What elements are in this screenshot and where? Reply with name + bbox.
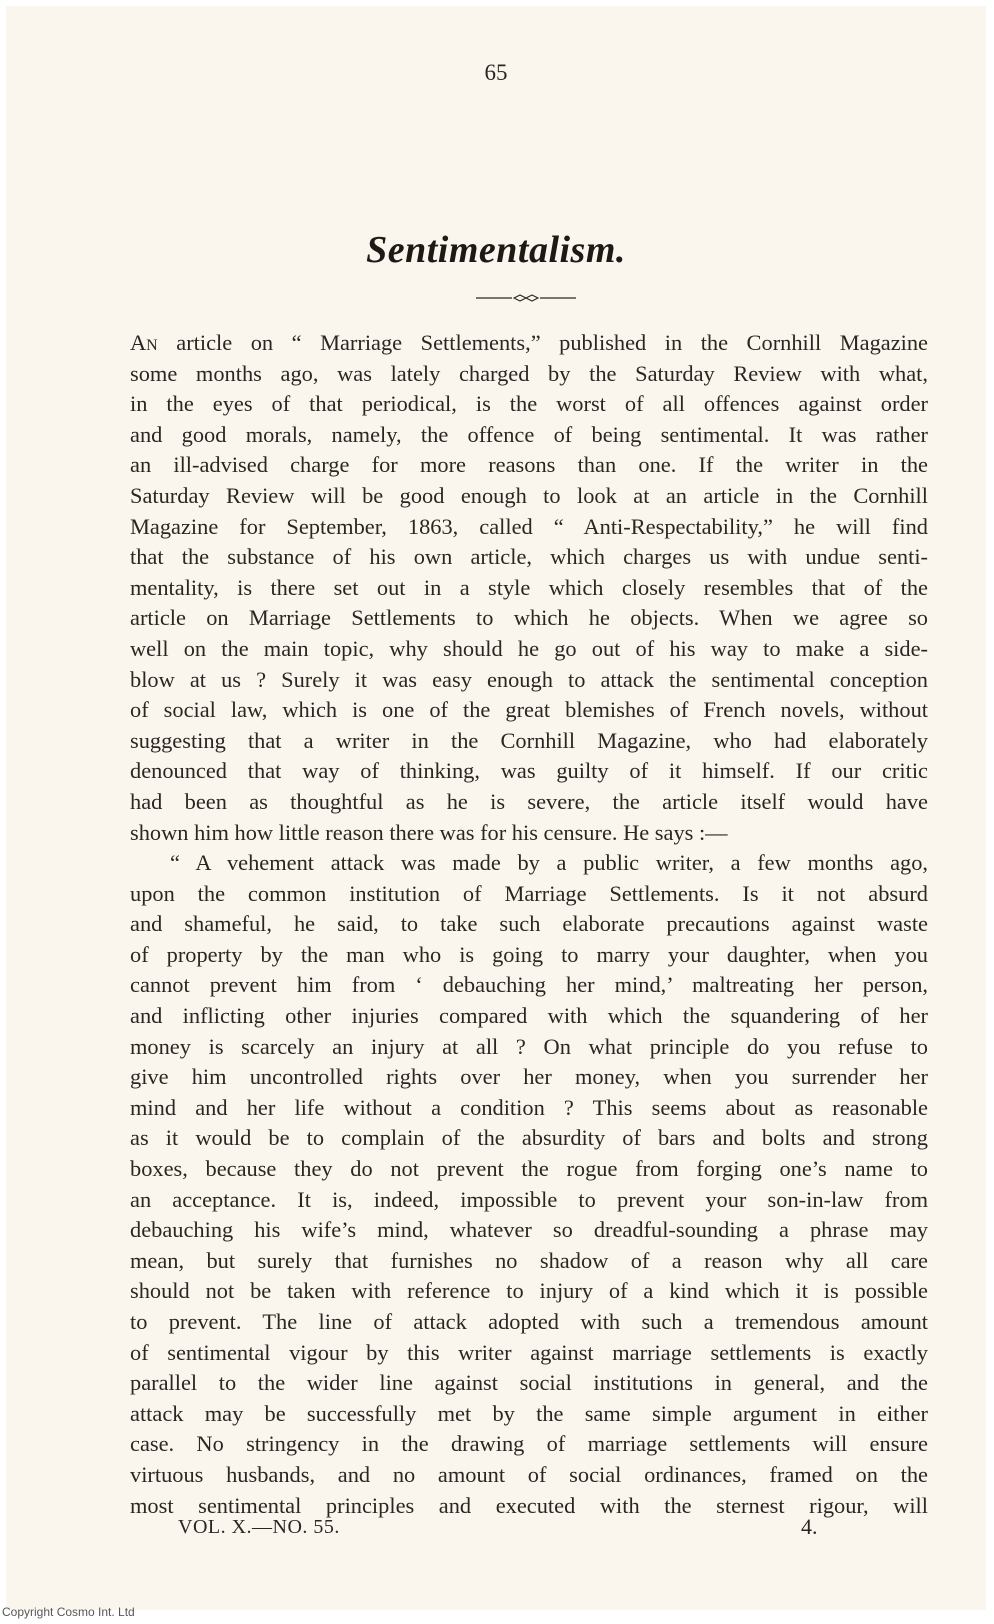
text-line: attack may be successfully met by the same simple argument in either [130, 1400, 928, 1426]
signature-mark: 4. [801, 1514, 818, 1539]
copyright-watermark: Copyright Cosmo Int. Ltd [2, 1605, 135, 1619]
text-line: Saturday Review will be good enough to look at an article in the Cornhill [130, 482, 928, 508]
text-line: shown him how little reason there was for his censure. He says :— [130, 819, 728, 845]
text-line: should not be taken with reference to injury of a kind which it is possible [130, 1278, 928, 1304]
text-line: an acceptance. It is, indeed, impossible to prevent your son-in-law from [130, 1186, 928, 1212]
text-line: as it would be to complain of the absurdity of bars and bolts and strong [130, 1125, 928, 1151]
text-line: of social law, which is one of the great blemishes of French novels, without [130, 697, 928, 723]
text-line: of sentimental vigour by this writer against marriage settlements is exactly [130, 1339, 928, 1365]
text-line: some months ago, was lately charged by the Saturday Review with what, [130, 360, 928, 386]
text-line: in the eyes of that periodical, is the worst of all offences against order [130, 391, 928, 417]
text-line: had been as thoughtful as he is severe, the article itself would have [130, 788, 928, 814]
article-body [130, 328, 928, 1521]
text-line: Magazine for September, 1863, called “ Anti-Respectability,” he will find [130, 513, 928, 539]
text-line: cannot prevent him from ‘ debauching her mind,’ maltreating her person, [130, 972, 928, 998]
text-line: to prevent. The line of attack adopted with such a tremendous amount [130, 1309, 928, 1334]
volume-footer: VOL. X.—NO. 55. [178, 1516, 340, 1538]
title-ornament [476, 292, 576, 304]
text-line: and good morals, namely, the offence of being sentimental. It was rather [130, 421, 928, 447]
text-line: give him uncontrolled rights over her money, when you surrender her [130, 1064, 928, 1090]
text-line: that the substance of his own article, which charges us with undue senti- [130, 544, 928, 570]
text-line: denounced that way of thinking, was guilty of it himself. If our critic [130, 758, 928, 784]
text-line: virtuous husbands, and no amount of social ordinances, framed on the [130, 1461, 928, 1487]
text-line: money is scarcely an injury at all ? On what principle do you refuse to [130, 1033, 928, 1059]
text-line: and inflicting other injuries compared with which the squandering of her [130, 1003, 928, 1029]
text-line: debauching his wife’s mind, whatever so dreadful-sounding a phrase may [130, 1217, 928, 1243]
text-line: of property by the man who is going to marry your daughter, when you [130, 941, 928, 967]
text-line: and shameful, he said, to take such elaborate precautions against waste [130, 911, 928, 937]
text-line: boxes, because they do not prevent the rogue from forging one’s name to [130, 1156, 928, 1182]
text-line: upon the common institution of Marriage Settlements. Is it not absurd [130, 880, 928, 906]
text-line: “ A vehement attack was made by a public writer, a few months ago, [170, 850, 928, 876]
text-line: well on the main topic, why should he go out of his way to make a side- [130, 635, 928, 661]
text-line: blow at us ? Surely it was easy enough to attack the sentimental conception [130, 666, 928, 692]
text-line: parallel to the wider line against social institutions in general, and the [130, 1370, 928, 1396]
text-line: an ill-advised charge for more reasons than one. If the writer in the [130, 452, 928, 478]
text-line: article on Marriage Settlements to which he objects. When we agree so [130, 605, 928, 631]
first-word: An [130, 330, 158, 355]
text-line: mentality, is there set out in a style which closely resembles that of the [130, 574, 928, 600]
article-title: Sentimentalism. [366, 229, 626, 271]
book-page [6, 6, 986, 1610]
text-line: case. No stringency in the drawing of marriage settlements will ensure [130, 1431, 928, 1457]
text-line: mean, but surely that furnishes no shadow of a reason why all care [130, 1247, 928, 1273]
text-line: mind and her life without a condition ? This seems about as reasonable [130, 1094, 928, 1120]
page-number: 65 [484, 60, 508, 85]
text-line: An article on “ Marriage Settlements,” published in the Cornhill Magazine [130, 330, 928, 355]
text-line: suggesting that a writer in the Cornhill Magazine, who had elaborately [130, 727, 928, 753]
text-line: most sentimental principles and executed with the sternest rigour, will [130, 1492, 928, 1518]
